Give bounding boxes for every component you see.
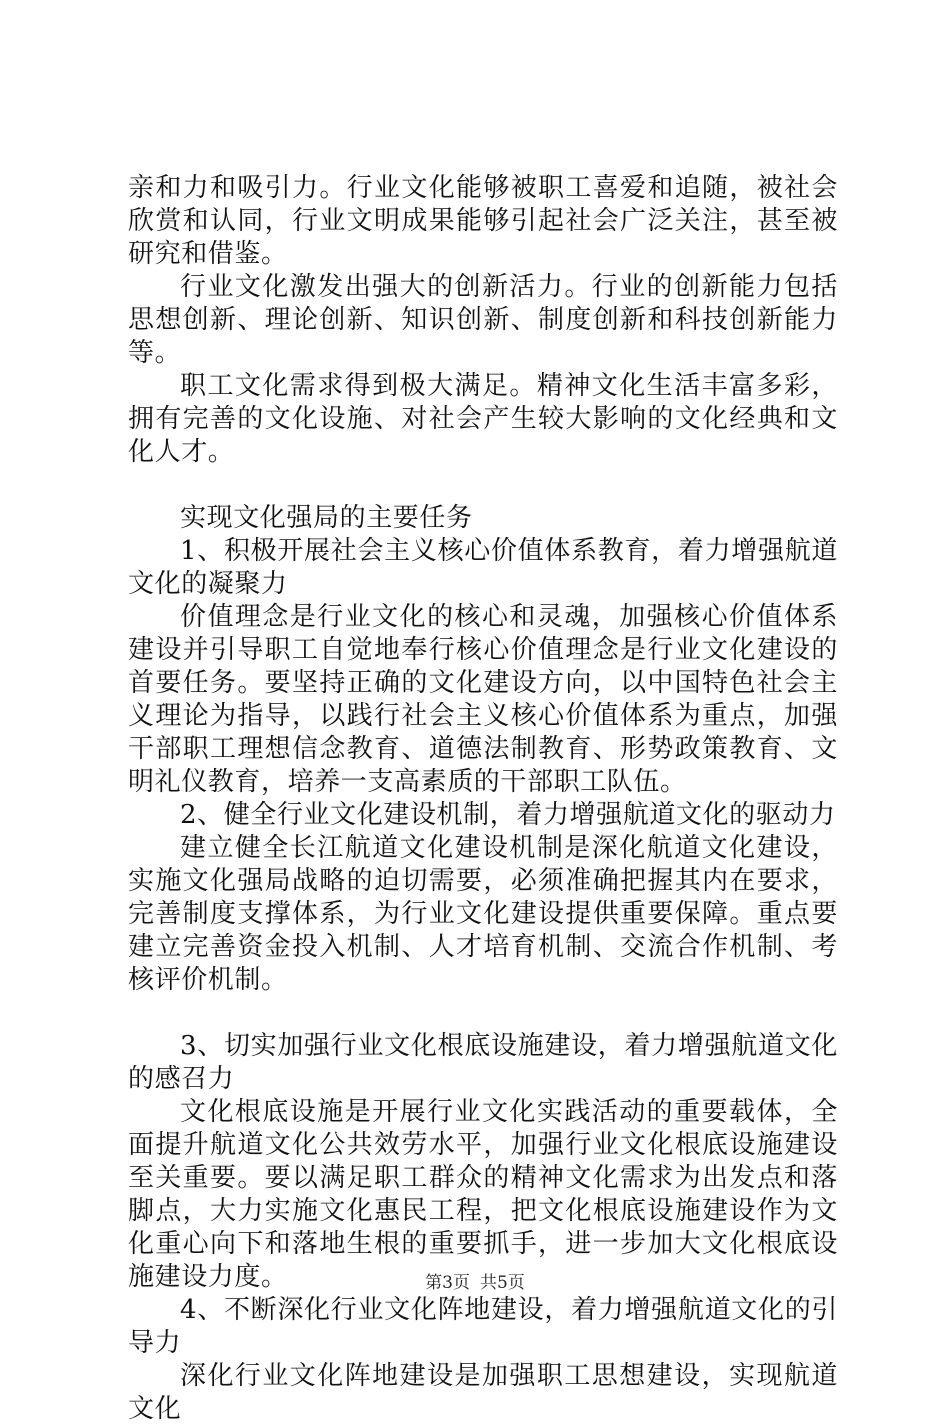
page-footer [0,1268,950,1293]
body-paragraph: 价值理念是行业文化的核心和灵魂，加强核心价值体系建设并引导职工自觉地奉行核心价值理念是行业文化建设的首要任务。要坚持正确的文化建设方向，以中国特色社会主义理论为指导，以践行社会主义核心价值体系为重点，加强干部职工理想信念教育、道德法制教育、形势政策教育、文明礼仪教育，培养一支高素质的干部职工队伍。 [128,602,838,797]
task-heading: 4、不断深化行业文化阵地建设，着力增强航道文化的引导力 [128,1295,838,1358]
paragraph-spacer [128,997,838,1030]
task-heading: 2、健全行业文化建设机制，着力增强航道文化的驱动力 [180,800,836,830]
body-paragraph: 行业文化激发出强大的创新活力。行业的创新能力包括思想创新、理论创新、知识创新、制度创新和科技创新能力等。 [128,272,838,368]
task-heading: 3、切实加强行业文化根底设施建设，着力增强航道文化的感召力 [128,1031,838,1094]
body-paragraph: 深化行业文化阵地建设是加强职工思想建设，实现航道文化 [128,1361,838,1424]
page-number-current: 第3页 [425,1273,470,1293]
section-heading: 实现文化强局的主要任务 [180,503,473,533]
body-paragraph: 文化根底设施是开展行业文化实践活动的重要载体，全面提升航道文化公共效劳水平，加强行业文化根底设施建设至关重要。要以满足职工群众的精神文化需求为出发点和落脚点，大力实施文化惠民工程，把文化根底设施建设作为文化重心向下和落地生根的重要抓手，进一步加大文化根底设施建设力度。 [128,1097,838,1292]
task-heading: 1、积极开展社会主义核心价值体系教育，着力增强航道文化的凝聚力 [128,536,838,599]
body-paragraph: 职工文化需求得到极大满足。精神文化生活丰富多彩，拥有完善的文化设施、对社会产生较大影响的文化经典和文化人才。 [128,371,838,467]
document-body [128,172,838,1426]
page-number-total: 共5页 [480,1273,525,1293]
body-paragraph: 建立健全长江航道文化建设机制是深化航道文化建设，实施文化强局战略的迫切需要，必须准确把握其内在要求，完善制度支撑体系，为行业文化建设提供重要保障。重点要建立完善资金投入机制、人才培育机制、交流合作机制、考核评价机制。 [128,833,838,995]
paragraph-spacer [128,469,838,502]
body-paragraph: 亲和力和吸引力。行业文化能够被职工喜爱和追随，被社会欣赏和认同，行业文明成果能够引起社会广泛关注，甚至被研究和借鉴。 [128,173,838,269]
